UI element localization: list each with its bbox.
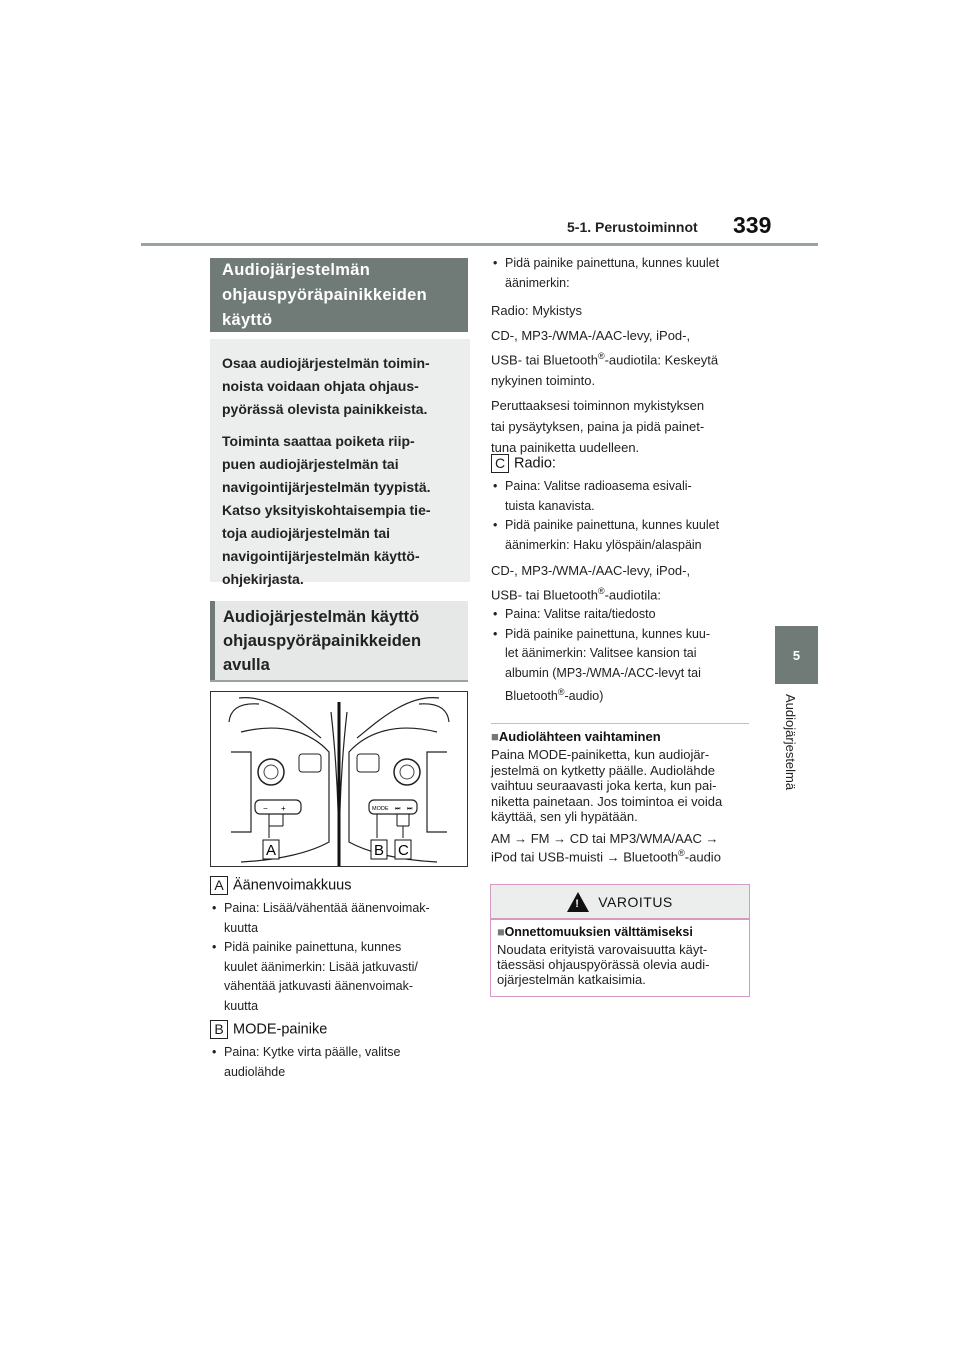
- list-item: • Paina: Valitse radioasema esivali- tuista kanavista.: [491, 477, 753, 516]
- cd-pause-text: CD-, MP3-/WMA-/AAC-levy, iPod-, USB- tai Bluetooth®-audiotila: Keskeytä nykyinen toiminto.: [491, 328, 719, 389]
- list-item: • Pidä painike painettuna, kunnes kuulet äänimerkin: Lisää jatkuvasti/ vähentää jatkuvasti äänenvoimak- kuutta: [210, 938, 472, 1016]
- steering-wheel-illustration: [211, 692, 467, 866]
- key-a: A: [210, 876, 228, 895]
- source-switch-heading: Audiolähteen vaihtaminen: [498, 729, 661, 744]
- cancel-text: Peruttaaksesi toiminnon mykistyksen tai pysäytyksen, paina ja pidä painet- tuna painiketta uudelleen.: [491, 398, 705, 456]
- item-a: [210, 876, 472, 1016]
- warning-heading: Onnettomuuksien välttämiseksi: [504, 925, 693, 939]
- subheading-rule: [210, 680, 468, 682]
- source-switch-body: Paina MODE-painiketta, kun audiojär- jestelmä on kytketty päälle. Audiolähde vaihtuu seuraavasti joka kerta, kun pai- niketta painetaan. Jos toimintoa ei voida käyttää, sen yli hypätään.: [491, 747, 723, 824]
- list-item: • Paina: Kytke virta päälle, valitse audiolähde: [210, 1043, 472, 1082]
- svg-text:+: +: [281, 804, 286, 813]
- item-b-title: MODE-painike: [233, 1021, 328, 1038]
- title-line: käyttö: [222, 311, 273, 329]
- source-sequence: AM → FM → CD tai MP3/WMA/AAC → iPod tai USB-muisti → Bluetooth®-audio: [491, 830, 721, 865]
- steering-wheel-figure: [210, 691, 468, 867]
- svg-text:MODE: MODE: [372, 806, 389, 812]
- svg-text:C: C: [398, 842, 409, 859]
- svg-text:B: B: [374, 842, 385, 859]
- key-c: C: [491, 454, 509, 473]
- intro-paragraph-2: Toiminta saattaa poiketa riip- puen audiojärjestelmän tai navigointijärjestelmän tyypistä. Katso yksityiskohtaisempia tie- toja audiojärjestelmän tai navigointijärjestelmän käyttö- ohjekirjasta.: [222, 433, 431, 587]
- section-label: 5-1. Perustoiminnot: [567, 219, 698, 235]
- intro-box: [210, 339, 470, 587]
- subheading: Audiojärjestelmän käyttö ohjauspyöräpainikkeiden avulla: [210, 601, 468, 680]
- item-c: [491, 454, 753, 707]
- header-rule: [141, 243, 818, 246]
- volume-switch: [255, 800, 301, 814]
- section-divider: [491, 723, 749, 724]
- cd-mode-text: CD-, MP3-/WMA-/AAC-levy, iPod-, USB- tai Bluetooth®-audiotila:: [491, 563, 691, 603]
- radio-mute: Radio: Mykistys: [491, 303, 583, 318]
- item-c-title: Radio:: [514, 455, 556, 472]
- page-title: [210, 258, 468, 332]
- list-item: • Pidä painike painettuna, kunnes kuulet äänimerkin:: [491, 254, 753, 293]
- title-line: Audiojärjestelmän: [222, 261, 371, 279]
- warning-title: VAROITUS: [598, 893, 673, 910]
- list-item: • Paina: Valitse raita/tiedosto: [491, 605, 753, 625]
- svg-text:⏭: ⏭: [407, 806, 413, 812]
- svg-text:A: A: [266, 842, 277, 859]
- warning-box: ! VAROITUS ■Onnettomuuksien välttämiseksi Noudata erityistä varovaisuutta käyt- täessäsi ohjauspyörässä olevia audi- ojärjestelmän katkaisimia.: [490, 884, 750, 997]
- title-line: ohjauspyöräpainikkeiden: [222, 286, 427, 304]
- svg-text:⏭: ⏭: [395, 806, 401, 812]
- key-b: B: [210, 1020, 228, 1039]
- subheading-accent: [210, 601, 215, 680]
- chapter-label: Audiojärjestelmä: [783, 694, 798, 791]
- list-item: • Paina: Lisää/vähentää äänenvoimak- kuutta: [210, 899, 472, 938]
- item-b: [210, 1020, 472, 1082]
- source-switch-section: ■Audiolähteen vaihtaminen Paina MODE-painiketta, kun audiojär- jestelmä on kytketty päälle. Audiolähde vaihtuu seuraavasti joka kerta, kun pai- niketta painetaan. Jos toimintoa ei voida käyttää, sen yli hypätään. AM → FM → CD tai MP3/WMA/AAC → iPod tai USB-muisti → Bluetooth®-audio: [491, 729, 753, 865]
- right-column-top: [491, 254, 753, 458]
- list-item: • Pidä painike painettuna, kunnes kuulet äänimerkin: Haku ylöspäin/alaspäin: [491, 516, 753, 555]
- warning-icon: !: [567, 892, 589, 912]
- item-a-title: Äänenvoimakkuus: [233, 877, 352, 894]
- warning-body: Noudata erityistä varovaisuutta käyt- täessäsi ohjauspyörässä olevia audi- ojärjestelmän katkaisimia.: [497, 942, 710, 987]
- chapter-tab[interactable]: 5: [775, 626, 818, 684]
- intro-paragraph-1: Osaa audiojärjestelmän toimin- noista voidaan ohjata ohjaus- pyörässä olevista painikkeista.: [222, 355, 430, 417]
- svg-text:−: −: [263, 804, 268, 813]
- list-item: • Pidä painike painettuna, kunnes kuu- let äänimerkin: Valitsee kansion tai albumin (MP3-/WMA-/ACC-levyt tai Bluetooth®-audio): [491, 625, 753, 707]
- page-number: 339: [733, 212, 772, 238]
- warning-header: [491, 885, 749, 918]
